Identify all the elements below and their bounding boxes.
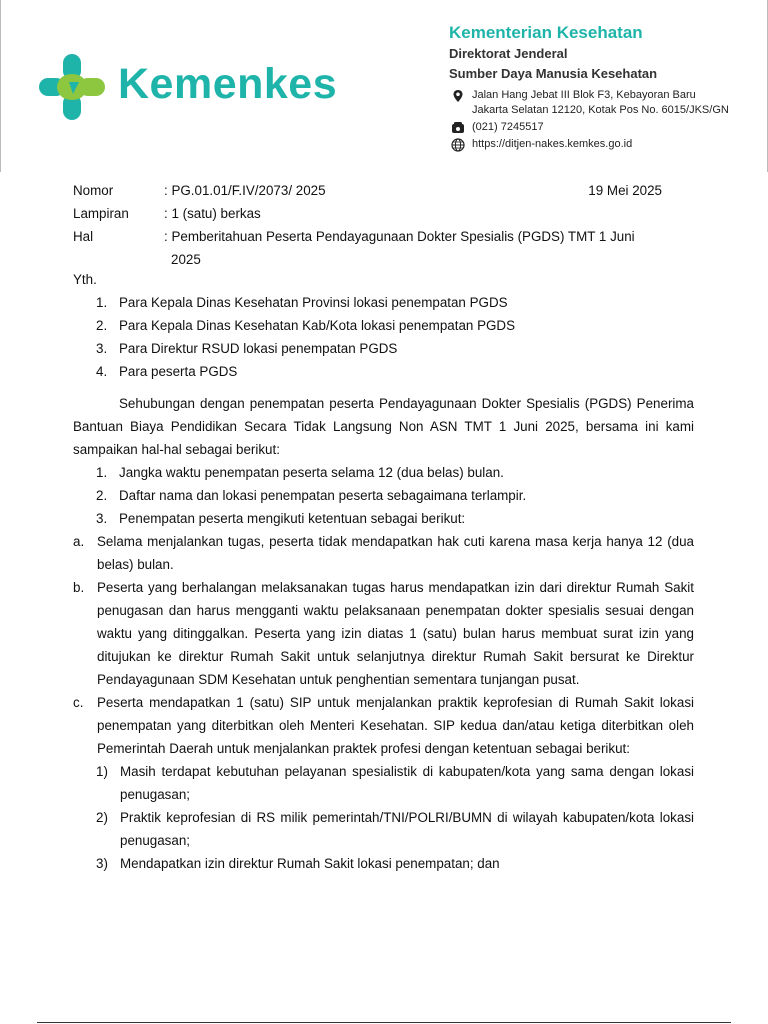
footer-divider — [37, 1022, 731, 1023]
list-item — [96, 852, 694, 875]
item-number: 3. — [96, 511, 108, 526]
intro-paragraph: Sehubungan dengan penempatan peserta Pendayagunaan Dokter Spesialis (PGDS) Penerima Bantuan Biaya Pendidikan Secara Tidak Langsung Non ASN TMT 1 Juni 2025, bersama ini kami sampaikan hal-hal sebagai berikut: — [73, 396, 694, 457]
item-number: 3. — [96, 341, 108, 356]
item-text: Penempatan peserta mengikuti ketentuan sebagai berikut: — [119, 511, 466, 526]
ministry-block — [449, 22, 759, 84]
item-text: Peserta mendapatkan 1 (satu) SIP untuk menjalankan praktik keprofesian di Rumah Sakit lokasi penempatan yang diterbitkan oleh Menteri Kesehatan. SIP kedua dan/atau ketiga diterbitkan oleh Pemerintah Daerah untuk menjalankan praktek profesi dengan ketentuan sebagai berikut: — [97, 695, 694, 756]
list-item — [73, 314, 694, 337]
kemenkes-logo-icon — [39, 52, 105, 122]
list-item — [73, 291, 694, 314]
hal-value-line-1: : Pemberitahuan Peserta Pendayagunaan Dokter Spesialis (PGDS) TMT 1 Juni — [164, 229, 635, 244]
item-text: Daftar nama dan lokasi penempatan peserta sebagaimana terlampir. — [119, 488, 527, 503]
item-text: Mendapatkan izin direktur Rumah Sakit lokasi penempatan; dan — [120, 856, 500, 871]
item-number: 1. — [96, 465, 108, 480]
letter-date: 19 Mei 2025 — [588, 183, 662, 198]
list-item — [73, 576, 694, 691]
item-number: 4. — [96, 364, 108, 379]
website-link[interactable]: https://ditjen-nakes.kemkes.go.id — [472, 138, 633, 150]
list-item — [96, 806, 694, 852]
item-number: 3) — [96, 856, 108, 871]
nomor-label: Nomor — [73, 183, 114, 198]
list-item — [73, 530, 694, 576]
item-letter: b. — [73, 580, 85, 595]
ministry-name: Kementerian Kesehatan — [449, 23, 643, 42]
website-row — [451, 137, 751, 152]
item-number: 1. — [96, 295, 108, 310]
brand-name: Kemenkes — [118, 60, 338, 108]
nomor-value: : PG.01.01/F.IV/2073/ 2025 — [164, 183, 326, 198]
location-pin-icon — [451, 89, 465, 103]
item-text: Praktik keprofesian di RS milik pemerintah/TNI/POLRI/BUMN di wilayah kabupaten/kota lokasi penugasan; — [120, 810, 694, 848]
address-line-2: Jakarta Selatan 12120, Kotak Pos No. 6015/JKS/GN — [472, 104, 729, 116]
list-item — [73, 507, 694, 530]
sub-points-list — [73, 530, 694, 760]
item-text: Jangka waktu penempatan peserta selama 12 (dua belas) bulan. — [119, 465, 504, 480]
lampiran-value: : 1 (satu) berkas — [164, 206, 261, 221]
letter-meta — [73, 179, 695, 271]
item-letter: c. — [73, 695, 84, 710]
addressee-list — [73, 291, 694, 383]
list-item — [73, 360, 694, 383]
letterhead — [0, 0, 768, 172]
list-item — [96, 760, 694, 806]
address-row — [451, 88, 751, 118]
item-number: 2. — [96, 318, 108, 333]
item-text: Para Kepala Dinas Kesehatan Provinsi lokasi penempatan PGDS — [119, 295, 508, 310]
salutation: Yth. — [73, 272, 97, 287]
lampiran-row — [73, 202, 695, 225]
hal-label: Hal — [73, 229, 94, 244]
directorate-line-1: Direktorat Jenderal — [449, 46, 568, 61]
item-number: 2. — [96, 488, 108, 503]
list-item — [73, 484, 694, 507]
item-text: Masih terdapat kebutuhan pelayanan spesialistik di kabupaten/kota yang sama dengan lokasi penugasan; — [120, 764, 694, 802]
directorate-line-2: Sumber Daya Manusia Kesehatan — [449, 66, 658, 81]
list-item — [73, 461, 694, 484]
points-list — [73, 461, 694, 530]
hal-value-line-2: 2025 — [171, 252, 201, 267]
globe-icon — [451, 138, 465, 152]
hal-row — [73, 225, 695, 271]
phone-row — [451, 120, 751, 135]
item-number: 1) — [96, 764, 108, 779]
address-line-1: Jalan Hang Jebat III Blok F3, Kebayoran Baru — [472, 89, 696, 101]
item-text: Peserta yang berhalangan melaksanakan tugas harus mendapatkan izin dari direktur Rumah Sakit penugasan dan harus mengganti waktu pelaksanaan penempatan dokter spesialis sesuai dengan waktu yang ditinggalkan. Peserta yang izin diatas 1 (satu) bulan harus membuat surat izin yang ditujukan ke direktur Rumah Sakit untuk selanjutnya direktur Rumah Sakit bersurat ke Direktur Pendayagunaan SDM Kesehatan untuk penghentian sementara tunjangan pusat. — [97, 580, 694, 687]
contact-block — [451, 88, 751, 152]
item-text: Selama menjalankan tugas, peserta tidak mendapatkan hak cuti karena masa kerja hanya 12 (dua belas) bulan. — [97, 534, 694, 572]
phone-icon — [451, 121, 465, 135]
phone-number: (021) 7245517 — [472, 121, 544, 133]
item-text: Para Kepala Dinas Kesehatan Kab/Kota lokasi penempatan PGDS — [119, 318, 516, 333]
item-number: 2) — [96, 810, 108, 825]
item-text: Para peserta PGDS — [119, 364, 238, 379]
lampiran-label: Lampiran — [73, 206, 129, 221]
list-item — [73, 337, 694, 360]
item-text: Para Direktur RSUD lokasi penempatan PGDS — [119, 341, 398, 356]
item-letter: a. — [73, 534, 85, 549]
sub-sub-points-list — [73, 760, 694, 875]
letter-body — [73, 268, 694, 875]
list-item — [73, 691, 694, 760]
